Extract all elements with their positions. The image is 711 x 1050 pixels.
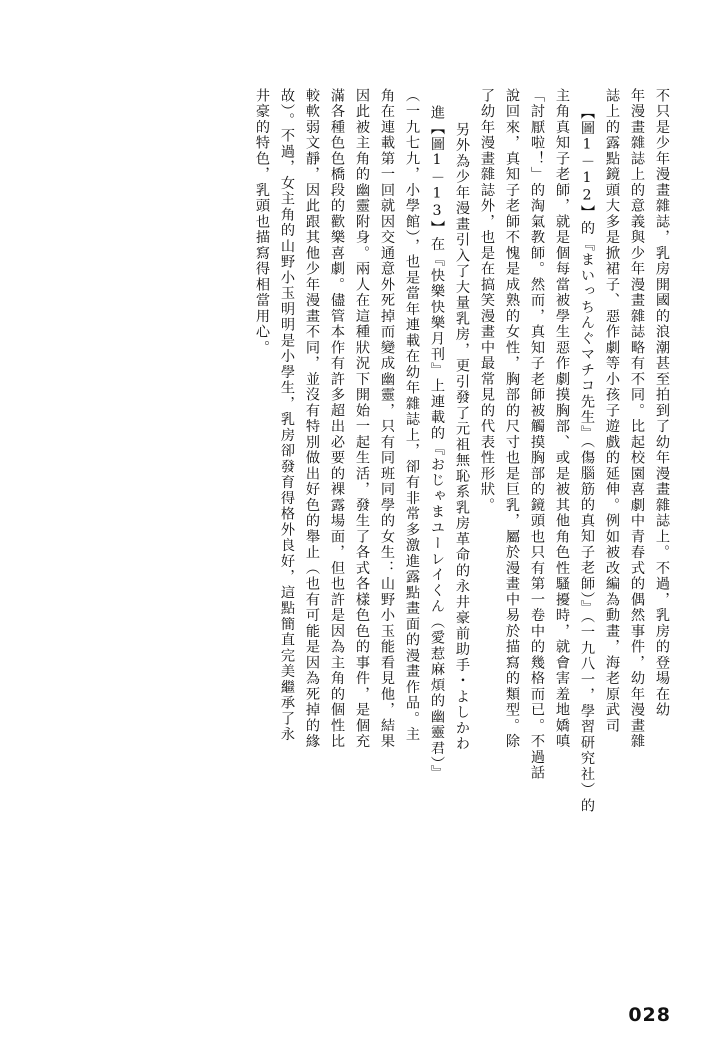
text-column: 因此被主角的幽靈附身。兩人在這種狀況下開始一起生活，發生了各式各樣色色的事件，是個充 (354, 88, 370, 750)
text-column: 不只是少年漫畫雜誌，乳房開國的浪潮甚至拍到了幼年漫畫雜誌上。不過，乳房的登場在幼 (654, 88, 670, 718)
page-number: 028 (628, 1004, 671, 1026)
text-column: 說回來，真知子老師不愧是成熟的女性，胸部的尺寸也是巨乳，屬於漫畫中易於描寫的類型。除 (504, 88, 520, 750)
text-column: 進【圖1－13】在『快樂快樂月刊』上連載的『おじゃまユーレイくん（愛惹麻煩的幽靈君）』 (429, 105, 445, 781)
text-column: 【圖1－12】的『まいっちんぐマチコ先生』（傷腦筋的真知子老師）』（一九八一，學習研究社）的 (579, 105, 595, 814)
text-column: 年漫畫雜誌上的意義與少年漫畫雜誌略有不同。比起校園喜劇中青春式的偶然事件，幼年漫畫雜 (629, 88, 645, 750)
text-column: 了幼年漫畫雜誌外，也是在搞笑漫畫中最常見的代表性形狀。 (479, 88, 495, 514)
text-column: 較軟弱文靜，因此跟其他少年漫畫不同，並沒有特別做出好色的舉止（也有可能是因為死掉的緣 (304, 88, 320, 750)
text-column: 主角真知子老師，就是個每當被學生惡作劇摸胸部、或是被其他角色性騷擾時，就會害羞地嬌嗔 (554, 88, 570, 750)
text-column: 另外為少年漫畫引入了大量乳房，更引發了元祖無恥系乳房革命的永井豪前助手・よしかわ (454, 122, 470, 752)
text-column: 井豪的特色，乳頭也描寫得相當用心。 (254, 88, 270, 356)
text-column: 誌上的露點鏡頭大多是掀裙子、惡作劇等小孩子遊戲的延伸。例如被改編為動畫，海老原武司 (604, 88, 620, 734)
text-column: 「討厭啦！」的淘氣教師。然而，真知子老師被觸摸胸部的鏡頭也只有第一卷中的幾格而已。不過話 (529, 88, 545, 781)
text-column: （一九七九，小學館），也是當年連載在幼年雜誌上，卻有非常多激進露點畫面的漫畫作品。主 (404, 88, 420, 743)
text-column: 角在連載第一回就因交通意外死掉而變成幽靈，只有同班同學的女生：山野小玉能看見他，結果 (379, 88, 395, 750)
text-column: 滿各種色色橋段的歡樂喜劇。儘管本作有許多超出必要的裸露場面，但也許是因為主角的個性比 (329, 88, 345, 750)
text-column: 故）。不過，女主角的山野小玉明明是小學生，乳房卻發育得格外良好，這點簡直完美繼承了永 (279, 88, 295, 743)
vertical-text-body (82, 88, 669, 948)
